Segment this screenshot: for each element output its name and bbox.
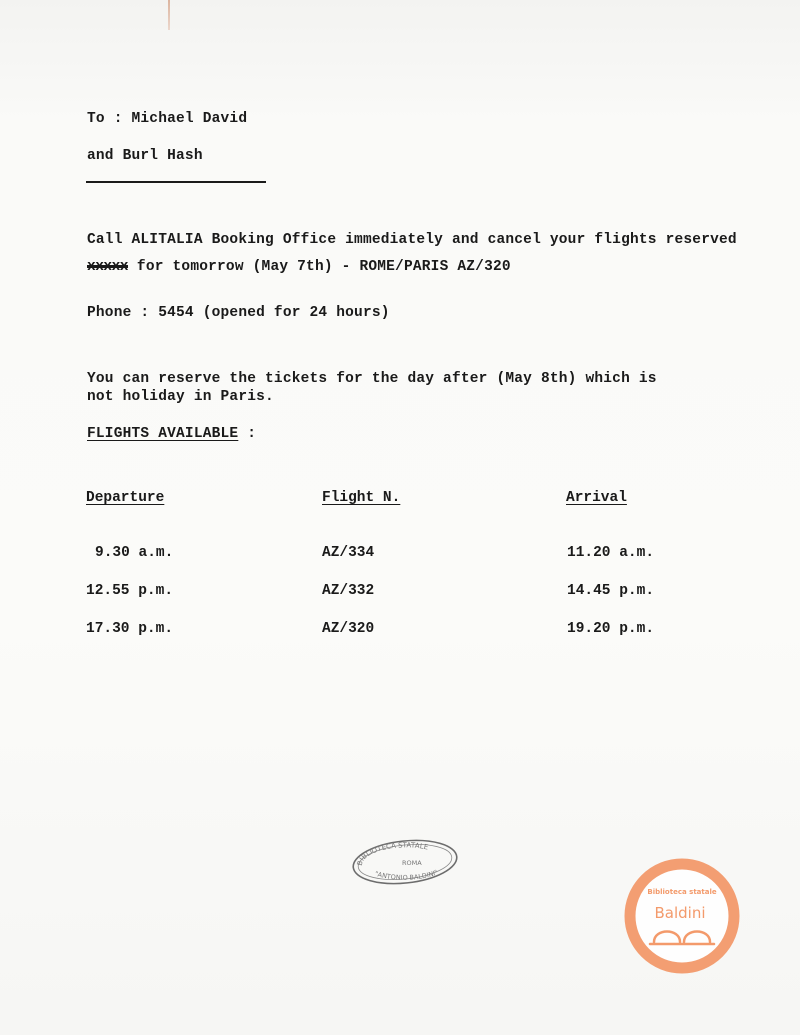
phone-line: Phone : 5454 (opened for 24 hours) <box>87 305 390 321</box>
separator-rule <box>86 181 266 183</box>
flights-heading-colon: : <box>238 426 257 442</box>
struck-out-word: xxxxx <box>87 259 129 275</box>
to-line: To : Michael David <box>87 111 248 127</box>
baldini-logo <box>622 856 742 976</box>
flights-heading <box>87 426 256 442</box>
flights-heading-text: FLIGHTS AVAILABLE <box>87 426 239 442</box>
logo-small-text: Biblioteca statale <box>647 888 717 896</box>
library-stamp <box>350 838 460 886</box>
row-2-arrival: 14.45 p.m. <box>567 583 655 599</box>
column-header-arrival: Arrival <box>566 490 627 506</box>
paragraph-2-line-2: not holiday in Paris. <box>87 389 274 405</box>
stamp-line-2: ROMA <box>402 859 422 867</box>
column-header-flight: Flight N. <box>322 490 401 506</box>
row-3-arrival: 19.20 p.m. <box>567 621 655 637</box>
paragraph-1-line-1: Call ALITALIA Booking Office immediately and cancel your flights reserved <box>87 232 737 248</box>
paragraph-1-line-2-text: for tomorrow (May 7th) - ROME/PARIS AZ/320 <box>128 259 511 275</box>
logo-brand-text: Baldini <box>654 904 706 922</box>
and-line: and Burl Hash <box>87 148 203 164</box>
stamp-line-1: BIBLIOTECA STATALE <box>355 841 429 867</box>
row-1-flight: AZ/334 <box>322 545 375 561</box>
paper-edge-mark <box>168 0 170 30</box>
row-1-arrival: 11.20 a.m. <box>567 545 655 561</box>
paragraph-2-line-1: You can reserve the tickets for the day after (May 8th) which is <box>87 371 657 387</box>
stamp-line-3: "ANTONIO BALDINI" <box>373 868 440 882</box>
row-3-departure: 17.30 p.m. <box>86 621 174 637</box>
row-2-flight: AZ/332 <box>322 583 375 599</box>
row-2-departure: 12.55 p.m. <box>86 583 174 599</box>
row-1-departure: 9.30 a.m. <box>95 545 174 561</box>
paragraph-1-line-2 <box>87 259 511 275</box>
column-header-departure: Departure <box>86 490 165 506</box>
row-3-flight: AZ/320 <box>322 621 375 637</box>
